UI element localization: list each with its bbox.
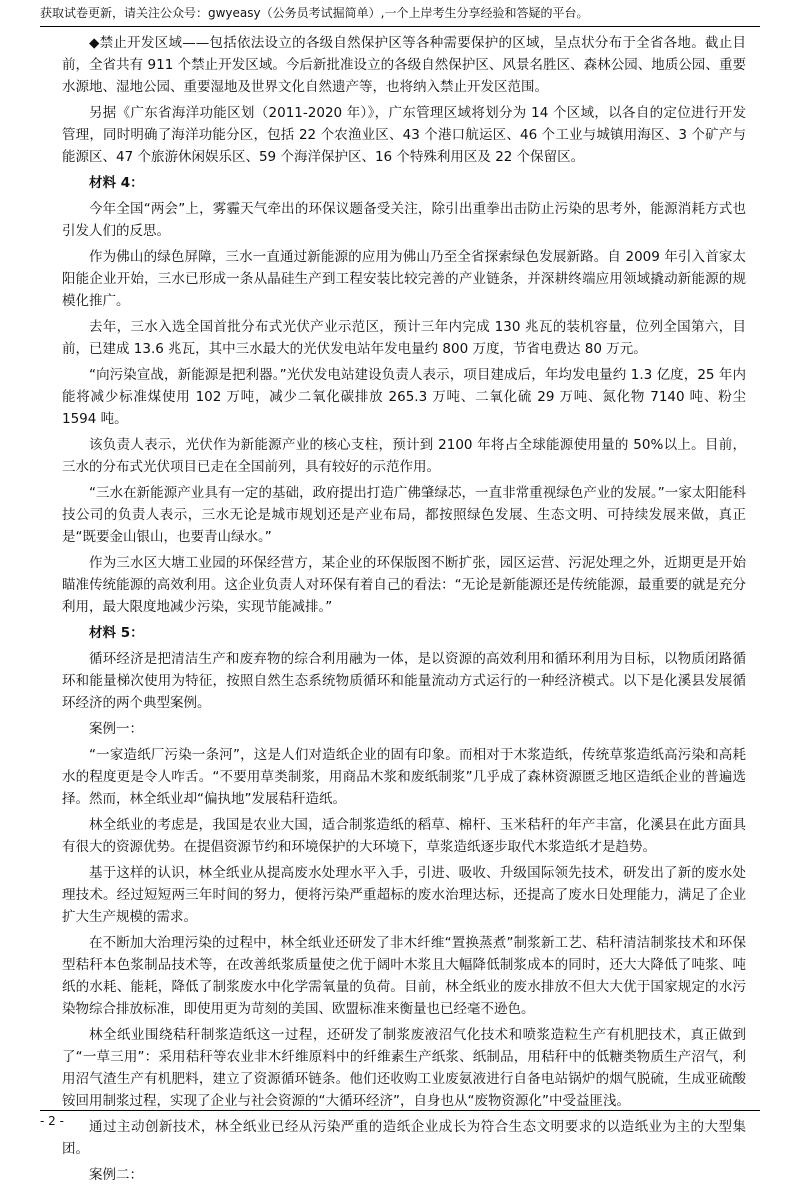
footer-divider: [40, 1110, 760, 1111]
paragraph: 另据《广东省海洋功能区划（2011-2020 年）》，广东管理区域将划分为 14 个区域，以各自的定位进行开发管理，同时明确了海洋功能分区，包括 22 个农渔业区、43 个港口航运区、46 个工业与城镇用海区、3 个矿产与能源区、47 个旅游休闲娱乐区、59 个海洋保护区、16 个特殊利用区及 22 个保留区。: [62, 105, 746, 165]
page-number: - 2 -: [40, 1114, 64, 1128]
header-notice: 获取试卷更新，请关注公众号：gwyeasy（公务员考试掘简单）,一个上岸考生分享经验和答疑的平台。: [40, 6, 589, 20]
paragraph: 今年全国“两会”上，雾霾天气牵出的环保议题备受关注，除引出重拳出击防止污染的思考外，能源消耗方式也引发人们的反思。: [62, 201, 746, 239]
paragraph: “三水在新能源产业具有一定的基础，政府提出打造广佛肇绿芯，一直非常重视绿色产业的发展。”一家太阳能科技公司的负责人表示，三水无论是城市规划还是产业布局，都按照绿色发展、生态文明、可持续发展来做，真正是“既要金山银山，也要青山绿水。”: [62, 485, 746, 545]
section-heading: 材料 4：: [89, 175, 144, 191]
paragraph: ◆禁止开发区域——包括依法设立的各级自然保护区等各种需要保护的区域，呈点状分布于全省各地。截止目前，全省共有 911 个禁止开发区域。今后新批准设立的各级自然保护区、风景名胜区、森林公园、地质公园、重要水源地、湿地公园、重要湿地及世界文化自然遗产等，也将纳入禁止开发区范围。: [62, 35, 746, 95]
paragraph: 作为佛山的绿色屏障，三水一直通过新能源的应用为佛山乃至全省探索绿色发展新路。自 2009 年引入首家太阳能企业开始，三水已形成一条从晶硅生产到工程安装比较完善的产业链条，并深耕终端应用领域撬动新能源的规模化推广。: [62, 249, 746, 309]
page-header: [40, 0, 760, 27]
paragraph: 案例二：: [89, 1167, 143, 1183]
paragraph: 林全纸业的考虑是，我国是农业大国，适合制浆造纸的稻草、棉杆、玉米秸秆的年产丰富，化溪县在此方面具有很大的资源优势。在提倡资源节约和环境保护的大环境下，草浆造纸逐步取代木浆造纸才是趋势。: [62, 817, 746, 855]
section-heading: 材料 5：: [89, 625, 144, 641]
paragraph: 循环经济是把清洁生产和废弃物的综合利用融为一体，是以资源的高效利用和循环利用为目标，以物质闭路循环和能量梯次使用为特征，按照自然生态系统物质循环和能量流动方式运行的一种经济模式。以下是化溪县发展循环经济的两个典型案例。: [62, 651, 746, 711]
paragraph: 去年，三水入选全国首批分布式光伏产业示范区，预计三年内完成 130 兆瓦的装机容量，位列全国第六，目前，已建成 13.6 兆瓦，其中三水最大的光伏发电站年发电量约 800 万度，节省电费达 80 万元。: [62, 319, 746, 357]
paragraph: 通过主动创新技术，林全纸业已经从污染严重的造纸企业成长为符合生态文明要求的以造纸业为主的大型集团。: [62, 1119, 746, 1157]
paragraph: 基于这样的认识，林全纸业从提高废水处理水平入手，引进、吸收、升级国际领先技术，研发出了新的废水处理技术。经过短短两三年时间的努力，便将污染严重超标的废水治理达标，还提高了废水日处理能力，满足了企业扩大生产规模的需求。: [62, 865, 746, 925]
paragraph: “向污染宣战，新能源是把利器。”光伏发电站建设负责人表示，项目建成后，年均发电量约 1.3 亿度，25 年内能将减少标准煤使用 102 万吨，减少二氧化碳排放 265.3 万吨、二氧化硫 29 万吨、氮化物 7140 吨、粉尘 1594 吨。: [62, 367, 746, 427]
paragraph: 作为三水区大塘工业园的环保经营方，某企业的环保版图不断扩张，园区运营、污泥处理之外，近期更是开始瞄准传统能源的高效利用。这企业负责人对环保有着自己的看法：“无论是新能源还是传统能源，最重要的就是充分利用，最大限度地减少污染，实现节能减排。”: [62, 555, 746, 615]
paragraph: “一家造纸厂污染一条河”，这是人们对造纸企业的固有印象。而相对于木浆造纸，传统草浆造纸高污染和高耗水的程度更是令人咋舌。“不要用草类制浆，用商品木浆和废纸制浆”几乎成了森林资源匮乏地区造纸企业的普遍选择。然而，林全纸业却“偏执地”发展秸秆造纸。: [62, 747, 746, 807]
paragraph: 林全纸业围绕秸秆制浆造纸这一过程，还研发了制浆废液沼气化技术和喷浆造粒生产有机肥技术，真正做到了“一草三用”：采用秸秆等农业非木纤维原料中的纤维素生产纸浆、纸制品，用秸秆中的低糖类物质生产沼气，利用沼气渣生产有机肥料，建立了资源循环链条。他们还收购工业废氨液进行自备电站锅炉的烟气脱硫，生成亚硫酸铵回用制浆过程，实现了企业与社会资源的“大循环经济”，自身也从“废物资源化”中受益匪浅。: [62, 1027, 746, 1109]
document-body: [62, 32, 746, 1190]
paragraph: 在不断加大治理污染的过程中，林全纸业还研发了非木纤维“置换蒸煮”制浆新工艺、秸秆清洁制浆技术和环保型秸秆本色浆制品技术等，在改善纸浆质量使之优于阔叶木浆且大幅降低制浆成本的同时，还大大降低了吨浆、吨纸的水耗、能耗，降低了制浆废水中化学需氧量的负荷。目前，林全纸业的废水排放不但大大优于国家规定的水污染物综合排放标准，即使用更为苛刻的美国、欧盟标准来衡量也已经毫不逊色。: [62, 935, 746, 1017]
paragraph: 案例一：: [89, 721, 143, 737]
paragraph: 该负责人表示，光伏作为新能源产业的核心支柱，预计到 2100 年将占全球能源使用量的 50%以上。目前，三水的分布式光伏项目已走在全国前列，具有较好的示范作用。: [62, 437, 746, 475]
